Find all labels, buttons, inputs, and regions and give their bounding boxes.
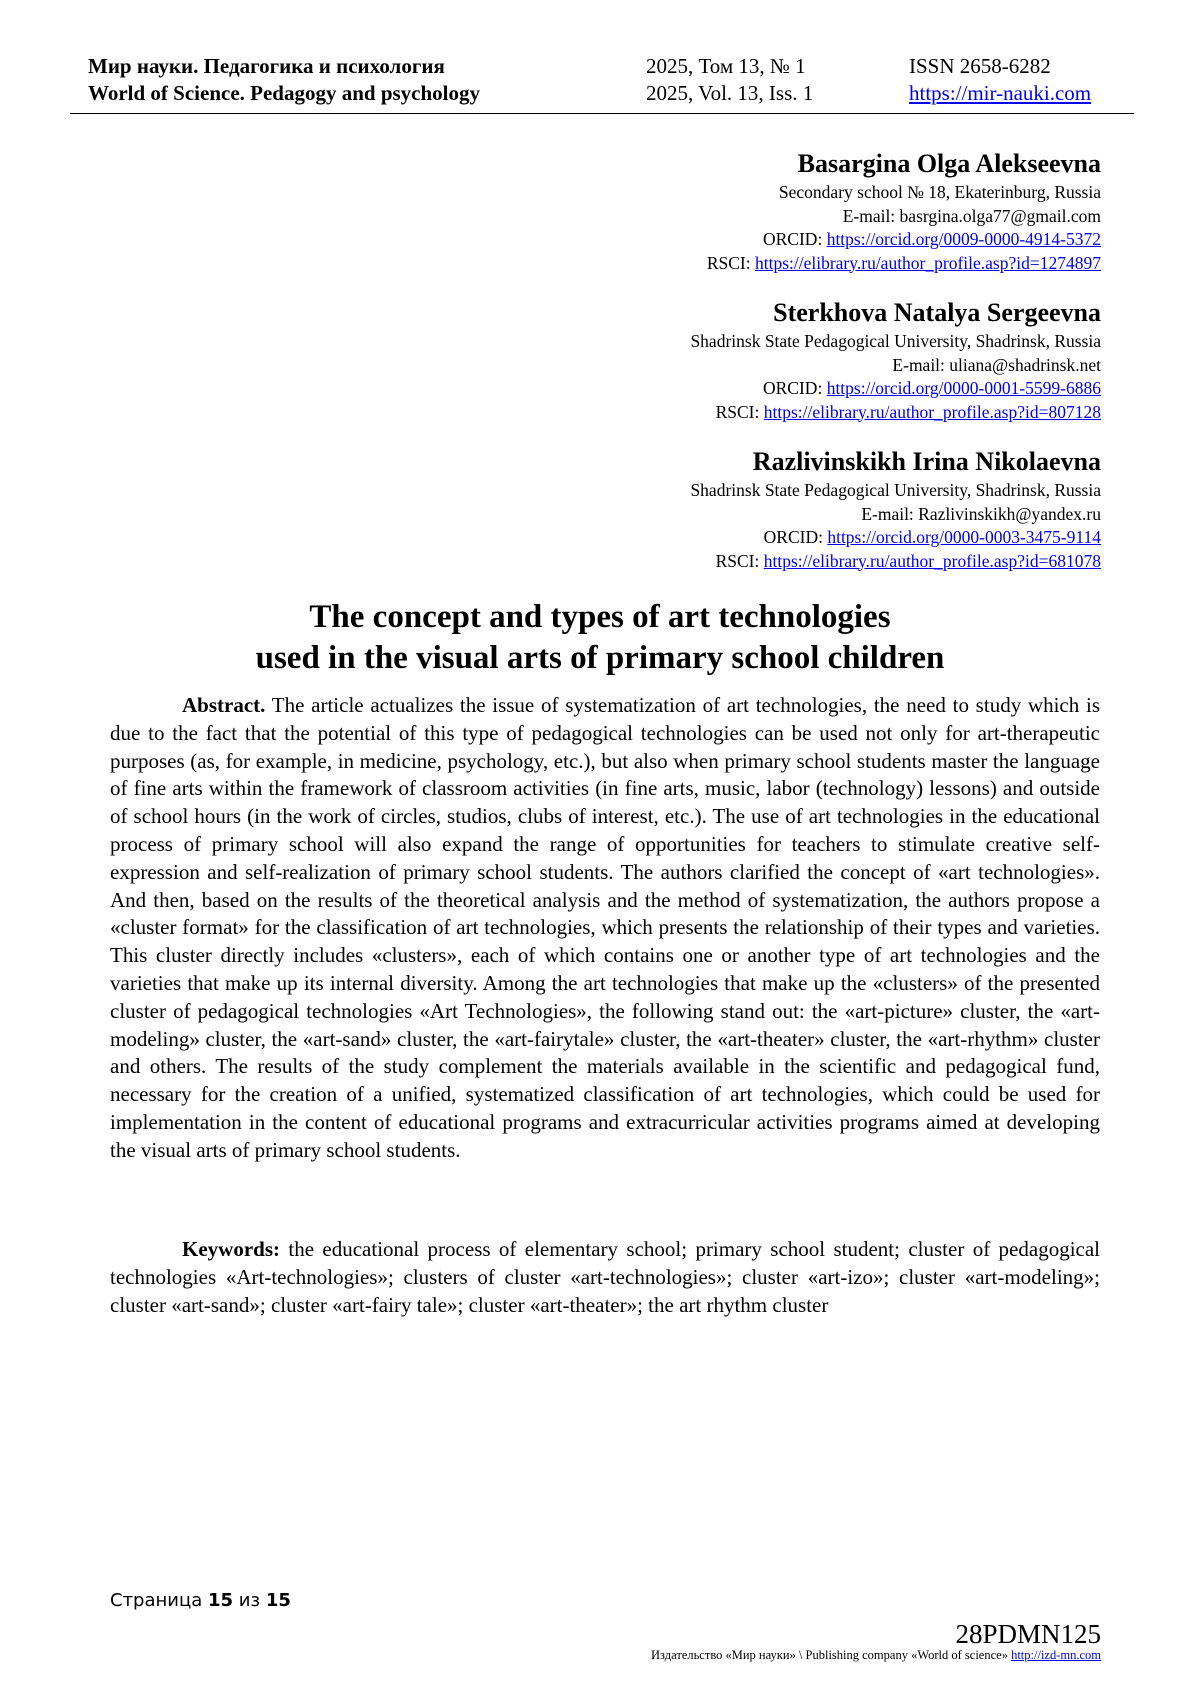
publisher-link[interactable]: http://izd-mn.com (1011, 1648, 1101, 1662)
author-name: Sterkhova Natalya Sergeevna (773, 298, 1101, 327)
page-of: из (238, 1590, 261, 1611)
publisher-line (651, 1648, 1101, 1663)
author-block-3 (690, 446, 1101, 573)
article-title-line-2: used in the visual arts of primary school children (255, 640, 945, 676)
issn-block (909, 53, 1091, 107)
author-block-2 (690, 297, 1101, 424)
abstract-paragraph (110, 692, 1100, 1165)
author-email: E-mail: basrgina.olga77@gmail.com (842, 205, 1101, 226)
rsci-link[interactable]: https://elibrary.ru/author_profile.asp?id=1274897 (754, 252, 1101, 273)
page-current: 15 (208, 1590, 234, 1611)
article-title (100, 597, 1100, 679)
page-total: 15 (265, 1590, 291, 1611)
author-affiliation: Secondary school № 18, Ekaterinburg, Russia (778, 182, 1101, 202)
issue-en: 2025, Vol. 13, Iss. 1 (646, 81, 814, 105)
author-affiliation: Shadrinsk State Pedagogical University, Shadrinsk, Russia (690, 331, 1101, 351)
orcid-link[interactable]: https://orcid.org/0000-0003-3475-9114 (827, 527, 1101, 547)
issn: ISSN 2658-6282 (909, 54, 1051, 78)
rsci-link[interactable]: https://elibrary.ru/author_profile.asp?id=681078 (763, 550, 1101, 571)
author-affiliation: Shadrinsk State Pedagogical University, Shadrinsk, Russia (690, 480, 1101, 500)
header-divider (70, 113, 1134, 114)
orcid-label: ORCID: (763, 229, 823, 249)
keywords-text: the educational process of elementary school; primary school student; cluster of pedagogical technologies «Art-technologies»; clusters of cluster «art-technologies»; cluster «art-izo»; cluster «art-modeling»; cluster «art-sand»; cluster «art-fairy tale»; cluster «art-theater»; the art rhythm cluster (110, 1237, 1101, 1317)
article-title-line-1: The concept and types of art technologies (309, 599, 891, 635)
keywords-label: Keywords: (182, 1237, 280, 1261)
author-name: Razlivinskikh Irina Nikolaevna (752, 447, 1101, 476)
keywords-paragraph (110, 1236, 1100, 1319)
author-block-1 (707, 148, 1101, 275)
journal-site-link[interactable]: https://mir-nauki.com (909, 81, 1092, 105)
author-rsci-line (690, 401, 1101, 425)
orcid-label: ORCID: (763, 527, 823, 547)
author-name: Basargina Olga Alekseevna (797, 149, 1101, 178)
author-email: E-mail: Razlivinskikh@yandex.ru (861, 503, 1101, 524)
issue-ru: 2025, Том 13, № 1 (646, 54, 806, 78)
author-orcid-line (690, 526, 1101, 550)
abstract-text: The article actualizes the issue of systematization of art technologies, the need to study which is due to the fact that the potential of this type of pedagogical technologies can be used not only for art-therapeutic purposes (as, for example, in medicine, psychology, etc.), but also when primary school students master the language of fine arts within the framework of classroom activities (in fine arts, music, labor (technology) lessons) and outside of school hours (in the work of circles, studios, clubs of interest, etc.). The use of art technologies in the educational process of primary school will also expand the range of opportunities for teachers to stimulate creative self-expression and self-realization of primary school students. The authors clarified the concept of «art technologies». And then, based on the results of the theoretical analysis and the method of systematization, the authors propose a «cluster format» for the classification of art technologies, which presents the relationship of their types and varieties. This cluster directly includes «clusters», each of which contains one or another type of art technologies and the varieties that make up its internal diversity. Among the art technologies that make up the «clusters» of the presented cluster of pedagogical technologies «Art Technologies», the following stand out: the «art-picture» cluster, the «art-modeling» cluster, the «art-sand» cluster, the «art-fairytale» cluster, the «art-theater» cluster, the «art-rhythm» cluster and others. The results of the study complement the materials available in the scientific and pedagogical fund, necessary for the creation of a unified, systematized classification of art technologies, which could be used for implementation in the content of educational programs and extracurricular activities programs aimed at developing the visual arts of primary school students. (110, 693, 1100, 1162)
abstract-label: Abstract. (182, 693, 266, 717)
journal-title-ru: Мир науки. Педагогика и психология (88, 54, 445, 78)
rsci-label: RSCI: (706, 252, 751, 273)
journal-title-en: World of Science. Pedagogy and psychology (88, 81, 481, 105)
orcid-link[interactable]: https://orcid.org/0009-0000-4914-5372 (826, 229, 1101, 249)
publisher-text: Издательство «Мир науки» \ Publishing company «World of science» (651, 1648, 1008, 1662)
rsci-label: RSCI: (715, 550, 760, 571)
issue-block (646, 53, 813, 107)
author-rsci-line (690, 550, 1101, 574)
page-counter (110, 1590, 291, 1611)
author-orcid-line (690, 377, 1101, 401)
author-email: E-mail: uliana@shadrinsk.net (892, 354, 1101, 375)
page-prefix: Страница (110, 1590, 203, 1611)
author-rsci-line (707, 252, 1101, 276)
orcid-label: ORCID: (763, 378, 823, 398)
rsci-label: RSCI: (715, 401, 760, 422)
journal-title-block (88, 53, 480, 107)
article-code: 28PDMN125 (955, 1619, 1101, 1649)
rsci-link[interactable]: https://elibrary.ru/author_profile.asp?id=807128 (763, 401, 1101, 422)
author-orcid-line (707, 228, 1101, 252)
orcid-link[interactable]: https://orcid.org/0000-0001-5599-6886 (826, 378, 1101, 398)
